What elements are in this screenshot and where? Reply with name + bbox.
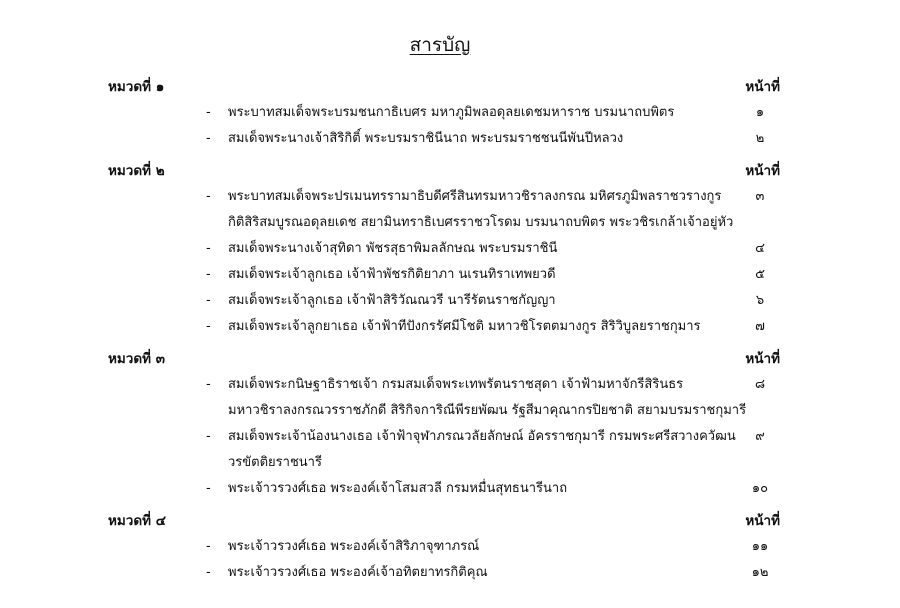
table-of-contents (108, 74, 780, 592)
entry-line (108, 126, 780, 152)
page-number: ๔ (755, 241, 765, 256)
page-number: ๖ (755, 293, 765, 308)
bullet-dash: - (206, 293, 211, 308)
toc-section (108, 74, 780, 152)
page-number: ๑ (755, 105, 765, 120)
entry-text: มหาวชิราลงกรณวรราชภักดี สิริกิจการิณีพีรยพัฒน รัฐสีมาคุณากรปิยชาติ สยามบรมราชกุมารี (228, 403, 747, 418)
page-column-label: หน้าที่ (745, 351, 780, 367)
section-header (108, 74, 780, 100)
entry-text: สมเด็จพระนางเจ้าสุทิดา พัชรสุธาพิมลลักษณ พระบรมราชินี (228, 241, 558, 256)
page-number: ๓ (755, 189, 765, 204)
entry-text: พระเจ้าวรวงศ์เธอ พระองค์เจ้าโสมสวลี กรมหมื่นสุทธนารีนาถ (228, 481, 568, 496)
page-number: ๕ (755, 267, 765, 282)
toc-entry (108, 534, 780, 560)
entry-text: พระเจ้าวรวงศ์เธอ พระองค์เจ้าอทิตยาทรกิติคุณ (228, 565, 488, 580)
entry-line (108, 100, 780, 126)
entry-text: สมเด็จพระเจ้าน้องนางเธอ เจ้าฟ้าจุฬาภรณวลัยลักษณ์ อัครราชกุมารี กรมพระศรีสวางควัฒน (228, 429, 736, 444)
entry-line (108, 288, 780, 314)
page-column-label: หน้าที่ (745, 163, 780, 179)
toc-section (108, 158, 780, 340)
toc-entry (108, 236, 780, 262)
entry-line (108, 184, 780, 210)
entry-line (108, 314, 780, 340)
page-column-label: หน้าที่ (745, 513, 780, 529)
toc-entry (108, 126, 780, 152)
entry-text: สมเด็จพระเจ้าลูกเธอ เจ้าฟ้าสิริวัณณวรี นารีรัตนราชกัญญา (228, 293, 556, 308)
bullet-dash: - (206, 131, 211, 146)
page-title: สารบัญ (409, 34, 471, 56)
entry-text: สมเด็จพระนางเจ้าสิริกิติ์ พระบรมราชินีนาถ พระบรมราชชนนีพันปีหลวง (228, 131, 624, 146)
section-label: หมวดที่ ๔ (108, 513, 166, 529)
page-number: ๑๒ (751, 565, 769, 580)
entry-text: วรขัตติยราชนารี (228, 455, 322, 470)
toc-entry (108, 424, 780, 476)
bullet-dash: - (206, 241, 211, 256)
bullet-dash: - (206, 319, 211, 334)
toc-section (108, 508, 780, 586)
toc-entry (108, 184, 780, 236)
toc-entry (108, 100, 780, 126)
bullet-dash: - (206, 105, 211, 120)
toc-entry (108, 314, 780, 340)
section-label: หมวดที่ ๒ (108, 163, 165, 179)
entry-line (108, 450, 780, 476)
entry-text: สมเด็จพระเจ้าลูกเธอ เจ้าฟ้าพัชรกิติยาภา นเรนทิราเทพยวดี (228, 267, 556, 282)
entry-text: กิติสิริสมบูรณอดุลยเดช สยามินทราธิเบศรราชวโรดม บรมนาถบพิตร พระวชิรเกล้าเจ้าอยู่หัว (228, 215, 734, 230)
bullet-dash: - (206, 377, 211, 392)
entry-line (108, 398, 780, 424)
entry-line (108, 236, 780, 262)
section-label: หมวดที่ ๓ (108, 351, 165, 367)
bullet-dash: - (206, 189, 211, 204)
section-header (108, 346, 780, 372)
entry-line (108, 476, 780, 502)
bullet-dash: - (206, 481, 211, 496)
entry-line (108, 262, 780, 288)
entry-line (108, 210, 780, 236)
toc-entry (108, 262, 780, 288)
toc-entry (108, 476, 780, 502)
page-number: ๗ (755, 319, 765, 334)
bullet-dash: - (206, 565, 211, 580)
entry-text: สมเด็จพระกนิษฐาธิราชเจ้า กรมสมเด็จพระเทพรัตนราชสุดา เจ้าฟ้ามหาจักรีสิรินธร (228, 377, 684, 392)
entry-text: พระบาทสมเด็จพระบรมชนกาธิเบศร มหาภูมิพลอดุลยเดชมหาราช บรมนาถบพิตร (228, 105, 675, 120)
section-header (108, 508, 780, 534)
entry-text: สมเด็จพระเจ้าลูกยาเธอ เจ้าฟ้าทีปังกรรัศมีโชติ มหาวชิโรตตมางกูร สิริวิบูลยราชกุมาร (228, 319, 701, 334)
toc-entry (108, 560, 780, 586)
page-number: ๑๑ (751, 539, 769, 554)
toc-section (108, 346, 780, 502)
section-header (108, 158, 780, 184)
toc-entry (108, 288, 780, 314)
entry-line (108, 372, 780, 398)
page-number: ๙ (755, 429, 765, 444)
entry-line (108, 424, 780, 450)
bullet-dash: - (206, 539, 211, 554)
entry-line (108, 560, 780, 586)
toc-entry (108, 372, 780, 424)
bullet-dash: - (206, 429, 211, 444)
page-number: ๑๐ (751, 481, 769, 496)
page-number: ๒ (755, 131, 765, 146)
entry-line (108, 534, 780, 560)
bullet-dash: - (206, 267, 211, 282)
entry-text: พระบาทสมเด็จพระปรเมนทรรามาธิบดีศรีสินทรมหาวชิราลงกรณ มหิศรภูมิพลราชวรางกูร (228, 189, 722, 204)
entry-text: พระเจ้าวรวงศ์เธอ พระองค์เจ้าสิริภาจุฑาภรณ์ (228, 539, 480, 554)
page-column-label: หน้าที่ (745, 79, 780, 95)
page-number: ๘ (754, 377, 766, 392)
section-label: หมวดที่ ๑ (108, 79, 165, 95)
